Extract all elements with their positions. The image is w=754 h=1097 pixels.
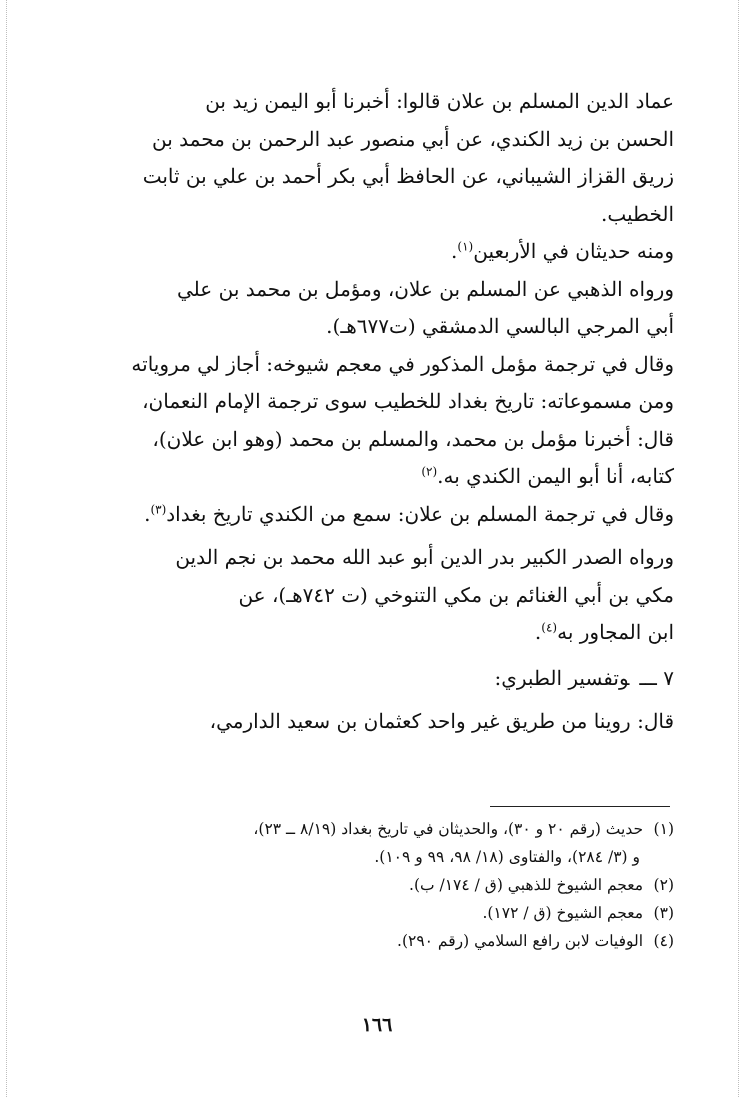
right-margin-dotted-line	[738, 0, 739, 1097]
body-line: الخطيب.	[601, 201, 674, 226]
footnote-reference: (٢)	[421, 464, 438, 479]
body-line: ورواه الصدر الكبير بدر الدين أبو عبد الله محمد بن نجم الدين	[175, 545, 674, 569]
footnote-text: معجم الشيوخ (ق / ١٧٢).	[482, 904, 644, 922]
section-number: ٧ ـــ	[639, 665, 674, 690]
body-text: .	[451, 239, 458, 263]
footnote-item	[78, 871, 674, 899]
body-line: قال: روينا من طريق غير واحد كعثمان بن سعيد الدارمي،	[209, 709, 674, 733]
footnote-marker: (٢)	[653, 876, 674, 894]
body-line	[78, 496, 674, 534]
body-line: عماد الدين المسلم بن علان قالوا: أخبرنا أبو اليمن زيد بن	[205, 89, 674, 113]
footnote-item	[78, 815, 674, 843]
footnote-reference: (٤)	[541, 620, 558, 635]
body-line: زريق القزاز الشيباني، عن الحافظ أبي بكر أحمد بن علي بن ثابت	[142, 164, 674, 188]
body-line: ورواه الذهبي عن المسلم بن علان، ومؤمل بن محمد بن علي	[177, 276, 674, 301]
body-text: وقال في ترجمة المسلم بن علان: سمع من الكندي تاريخ بغداد	[166, 501, 674, 526]
footnotes	[78, 815, 674, 955]
section-title: وتفسير الطبري:	[494, 665, 630, 690]
footnote-text: حديث (رقم ٢٠ و ٣٠)، والحديثان في تاريخ بغداد (٨/١٩ ــ ٢٣)،	[253, 820, 644, 838]
body-line: قال: أخبرنا مؤمل بن محمد، والمسلم بن محمد (وهو ابن علان)،	[152, 426, 674, 451]
left-margin-dotted-line	[6, 0, 7, 1097]
body-text: .	[534, 620, 542, 644]
footnote-text: معجم الشيوخ للذهبي (ق / ١٧٤/ ب).	[409, 876, 644, 894]
page-number: ١٦٦	[361, 1014, 393, 1036]
footnote-item	[78, 899, 674, 927]
footnote-reference: (١)	[457, 239, 474, 254]
body-line	[78, 614, 674, 652]
body-text: كتابه، أنا أبو اليمن الكندي به.	[437, 464, 674, 488]
footnote-text: الوفيات لابن رافع السلامي (رقم ٢٩٠).	[397, 932, 644, 950]
body-line: ومن مسموعاته: تاريخ بغداد للخطيب سوى ترجمة الإمام النعمان،	[142, 389, 674, 413]
section-heading	[78, 660, 674, 698]
body-line: مكي بن أبي الغنائم بن مكي التنوخي (ت ٧٤٢هـ)، عن	[238, 582, 674, 607]
page-body	[78, 83, 674, 741]
footnote-divider	[490, 806, 670, 807]
body-line: الحسن بن زيد الكندي، عن أبي منصور عبد الرحمن بن محمد بن	[151, 126, 674, 151]
body-line	[78, 458, 674, 496]
footnote-marker: (٤)	[653, 932, 674, 950]
footnote-marker: (٣)	[653, 904, 674, 922]
footnote-reference: (٣)	[150, 501, 167, 516]
body-line: أبي المرجي البالسي الدمشقي (ت٦٧٧هـ).	[326, 314, 674, 338]
footnote-item	[78, 927, 674, 955]
footnote-marker: (١)	[653, 820, 674, 838]
body-text: ومنه حديثان في الأربعين	[473, 239, 674, 263]
body-text: ابن المجاور به	[557, 620, 674, 644]
body-line: وقال في ترجمة مؤمل المذكور في معجم شيوخه: أجاز لي مروياته	[131, 351, 674, 376]
body-text: .	[144, 501, 151, 526]
body-line	[78, 233, 674, 271]
footnote-continuation: و (٣/ ٢٨٤)، والفتاوى (١٨/ ٩٨، ٩٩ و ١٠٩).	[374, 848, 640, 866]
